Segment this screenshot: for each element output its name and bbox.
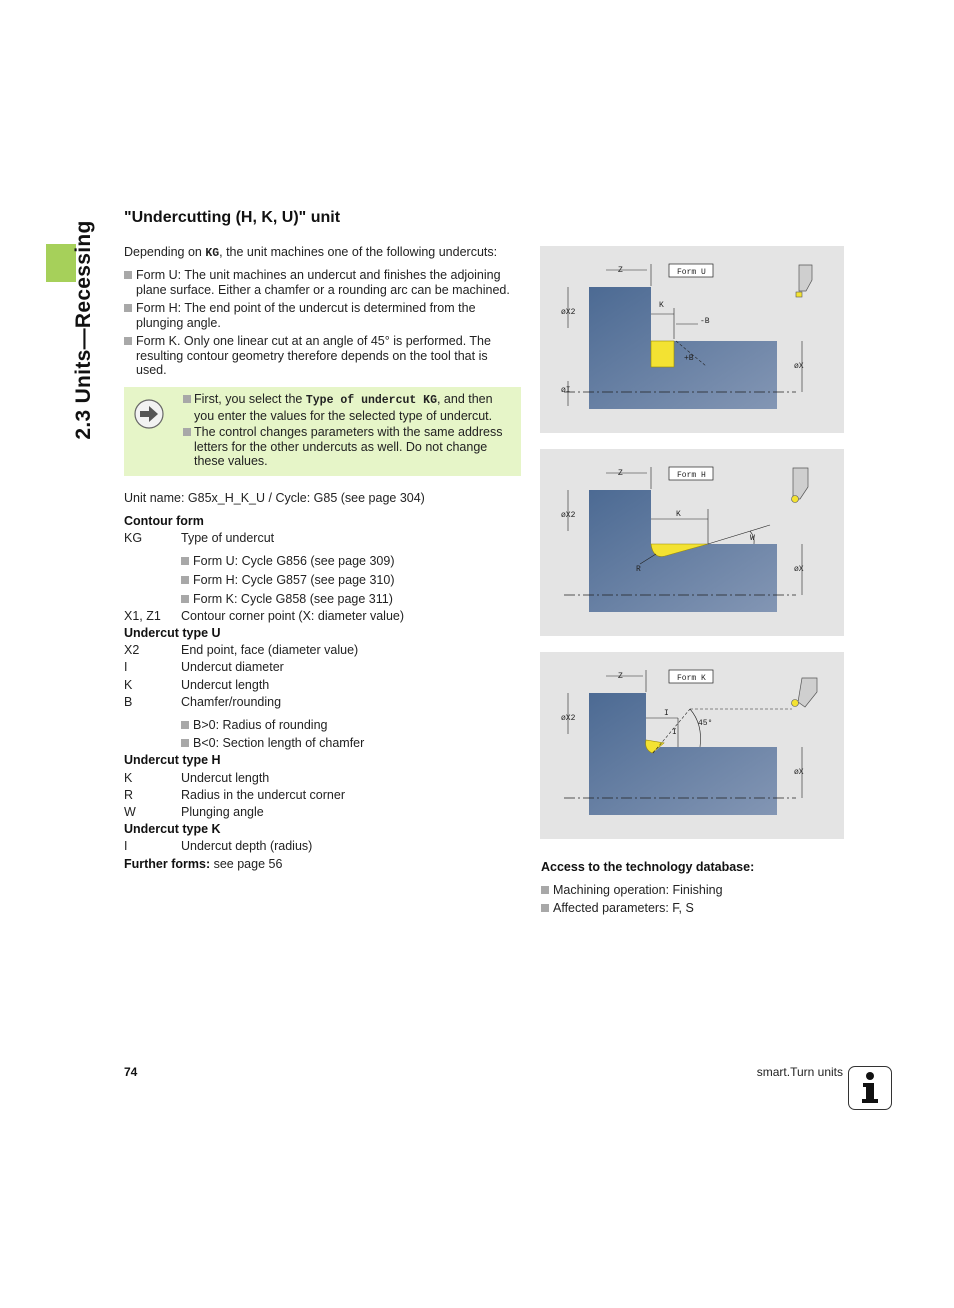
fig-u-label-k: K xyxy=(659,301,664,310)
fig-k-label-i-horizontal: I xyxy=(664,709,669,718)
further-forms: Further forms: see page 56 xyxy=(124,857,283,871)
section-heading: "Undercutting (H, K, U)" unit xyxy=(124,209,341,226)
bullet-square-icon xyxy=(183,395,191,403)
fig-h-label-w: W xyxy=(750,534,755,543)
figure-form-h xyxy=(540,449,844,636)
fig-k-label-x2: øX2 xyxy=(561,714,576,723)
list-item: Form K. Only one linear cut at an angle of 45° is performed. The resulting contour geometry therefore depends on the tool that is used. xyxy=(124,334,520,378)
unit-name: Unit name: G85x_H_K_U / Cycle: G85 (see page 304) xyxy=(124,491,425,505)
note-box xyxy=(124,387,521,476)
option-item: Form H: Cycle G857 (see page 310) xyxy=(181,573,394,588)
bullet-square-icon xyxy=(124,271,132,279)
fig-u-label-i: øI xyxy=(561,386,571,395)
page-number: 74 xyxy=(124,1065,138,1079)
param-row: K Undercut length xyxy=(124,678,270,692)
param-row: X2 End point, face (diameter value) xyxy=(124,643,359,657)
fig-k-label-x: øX xyxy=(794,768,804,777)
fig-u-label-x2: øX2 xyxy=(561,308,576,317)
chapter-side-title: 2.3 Units—Recessing xyxy=(72,220,95,440)
param-row: KG Type of undercut xyxy=(124,531,275,545)
list-item: Machining operation: Finishing xyxy=(541,883,723,898)
option-item: Form U: Cycle G856 (see page 309) xyxy=(181,554,394,569)
fig-u-label-b-negative: -B xyxy=(700,317,710,326)
fig-k-label-angle: 45° xyxy=(698,719,713,728)
fig-h-label-r: R xyxy=(636,565,641,574)
fig-h-label-k: K xyxy=(676,510,681,519)
list-item: Affected parameters: F, S xyxy=(541,901,694,916)
footer-title: smart.Turn units xyxy=(756,1065,843,1079)
note-item: First, you select the Type of undercut KG, and then you enter the values for the selected type of undercut. xyxy=(183,392,513,423)
option-item: B>0: Radius of rounding xyxy=(181,718,327,733)
tool-holder-icon xyxy=(792,678,818,707)
list-item: Form H: The end point of the undercut is determined from the plunging angle. xyxy=(124,301,520,330)
param-row: W Plunging angle xyxy=(124,805,264,819)
bullet-square-icon xyxy=(183,428,191,436)
param-row: R Radius in the undercut corner xyxy=(124,788,345,802)
tech-db-heading: Access to the technology database: xyxy=(541,860,755,874)
fig-k-label-z: Z xyxy=(618,672,623,681)
workpiece-shape xyxy=(589,287,777,409)
fig-h-label-x2: øX2 xyxy=(561,511,576,520)
intro-text: Depending on KG, the unit machines one of the following undercuts: xyxy=(124,245,498,260)
param-row: I Undercut diameter xyxy=(124,660,284,674)
type-h-heading: Undercut type H xyxy=(124,753,221,767)
bullet-square-icon xyxy=(124,337,132,345)
bullet-square-icon xyxy=(124,304,132,312)
option-item: Form K: Cycle G858 (see page 311) xyxy=(181,592,393,607)
fig-u-label-z: Z xyxy=(618,266,623,275)
figure-form-u xyxy=(540,246,844,433)
bullet-square-icon xyxy=(541,886,549,894)
info-icon xyxy=(848,1066,892,1110)
type-u-heading: Undercut type U xyxy=(124,626,221,640)
fig-k-label-i-vertical: I xyxy=(672,728,677,737)
tool-holder-icon xyxy=(796,265,812,297)
undercut-insert-shape xyxy=(651,341,674,367)
fig-k-form-label: Form K xyxy=(677,674,706,683)
param-row: X1, Z1 Contour corner point (X: diameter value) xyxy=(124,609,405,623)
bullet-square-icon xyxy=(181,721,189,729)
tool-holder-icon xyxy=(792,468,809,503)
note-item: The control changes parameters with the same address letters for the other undercuts as well. Do not change these values. xyxy=(183,425,513,469)
param-row: K Undercut length xyxy=(124,771,270,785)
figure-form-k xyxy=(540,652,844,839)
contour-form-heading: Contour form xyxy=(124,514,204,528)
bullet-square-icon xyxy=(181,739,189,747)
fig-u-form-label: Form U xyxy=(677,268,706,277)
fig-u-label-x: øX xyxy=(794,362,804,371)
fig-u-label-b-positive: +B xyxy=(684,354,694,363)
bullet-square-icon xyxy=(541,904,549,912)
option-item: B<0: Section length of chamfer xyxy=(181,736,364,751)
list-item: Form U: The unit machines an undercut and finishes the adjoining plane surface. Either a chamfer or a rounding arc can be machined. xyxy=(124,268,520,297)
type-k-heading: Undercut type K xyxy=(124,822,221,836)
param-row: I Undercut depth (radius) xyxy=(124,839,313,853)
bullet-square-icon xyxy=(181,595,189,603)
param-row: B Chamfer/rounding xyxy=(124,695,282,709)
fig-h-form-label: Form H xyxy=(677,471,706,480)
fig-h-label-x: øX xyxy=(794,565,804,574)
bullet-square-icon xyxy=(181,576,189,584)
bullet-square-icon xyxy=(181,557,189,565)
fig-h-label-z: Z xyxy=(618,469,623,478)
workpiece-shape xyxy=(589,693,777,815)
arrow-right-icon xyxy=(134,399,164,429)
